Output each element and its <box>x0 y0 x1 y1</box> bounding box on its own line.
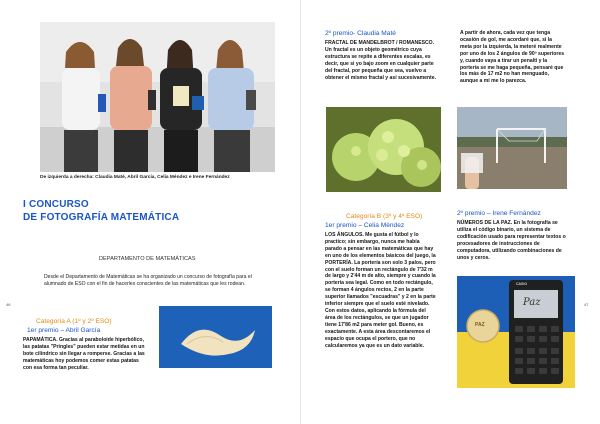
category-b-heading: Categoría B (3º y 4º ESO) <box>346 213 423 220</box>
prize-1-celia-heading: 1er premio – Celia Méndez <box>325 222 405 229</box>
celia-text: LOS ÁNGULOS. Me gusta el fútbol y lo practico; sin embargo, nunca me había parado a pensar en las matemáticas que hay en uno de los elementos básicos del juego, la PORTERÍA. La portería son solo 3 palos, pero con el suelo forman un rectángulo de 7'32 m de largo y 2'44 m de alto, siempre y cuando la portería sea legal. Como en todo rectángulo, se forman 4 ángulos rectos, 2 en la parte superior llamados "escuadras" y 2 en la parte inferior siempre que el suelo esté nivelado. Con estos datos, aplicando la fórmula del área de los rectángulos, se que un jugador tiene 17'86 m2 para meter gol. Bueno, es exactamente. A esta área descontaremos el espacio que ocupa el portero, que no calcularemos ya que es un dato variable. <box>325 232 436 349</box>
prize-2-irene-heading: 2º premio – Irene Fernández <box>457 210 541 217</box>
category-a-heading: Categoría A (1º y 2º ESO) <box>36 318 112 325</box>
pringles-chip-image <box>159 306 272 368</box>
group-photo-image <box>40 22 275 172</box>
coin-text: PAZ <box>475 322 485 328</box>
article-title-line2: DE FOTOGRAFÍA MATEMÁTICA <box>23 212 180 223</box>
article-title-line1: I CONCURSO <box>23 199 89 210</box>
calculator-brand: CASIO <box>516 282 528 286</box>
goal-reflection-text: A partir de ahora, cada vez que tenga ocasión de gol, me acordaré que, si la meta por la izquierda, la meteré realmente por uno de los 2 ángulos de 90º superiores y, cuando vaya a tirar un penalti y la portería se me haga pequeña, pensaré que los más de 17 m2 no han menguado, aunque a mí me lo parezca. <box>460 30 565 85</box>
prize-a-heading: 1er premio – Abril García <box>27 327 101 334</box>
calculator-photo <box>457 276 575 388</box>
calculator-image <box>457 276 575 388</box>
claudia-text: FRACTAL DE MANDELBROT / ROMANESCO. Un fractal es un objeto geométrico cuya estructura se repite a diferentes escalas, es decir, que si yo bajo zoom en cualquier parte del fractal, por pequeña que sea, vuelvo a obtener el mismo fractal y así sucesivamente. <box>325 40 436 81</box>
calculator-display-text: Paz <box>523 297 541 308</box>
intro-paragraph: Desde el Departamento de Matemáticas se ha organizado un concurso de fotografía para el alumnado de ESO con el fin de hacerles conscientes de las matemáticas que les rodean. <box>44 274 252 287</box>
romanesco-photo <box>326 107 441 192</box>
right-page-number: 47 <box>584 302 589 307</box>
goal-photo <box>457 107 567 189</box>
goal-image <box>457 107 567 189</box>
romanesco-image <box>326 107 441 192</box>
photo-caption: De izquierda a derecha: Claudia Maté, Abril García, Celia Méndez e Irene Fernández <box>40 175 230 180</box>
department-label: DEPARTAMENTO DE MATEMÁTICAS <box>99 256 196 262</box>
prize-2-claudia-heading: 2º premio- Claudia Maté <box>325 30 396 37</box>
irene-text: NÚMEROS DE LA PAZ. En la fotografía se utiliza el código binario, un sistema de codificación usado para representar textos o procesadores de instrucciones de computadora, utilizando combinaciones de unos y ceros. <box>457 220 566 261</box>
group-photo <box>40 22 275 172</box>
left-page-number: 46 <box>6 302 11 307</box>
prize-a-text: PAPAMÁTICA. Gracias al paraboloide hiperbólico, las patatas "Pringles" pueden estar metidas en un bote cilíndrico sin llegar a romperse. Gracias a las matemáticas hoy podemos comer estas patatas con esa forma tan peculiar. <box>23 337 145 371</box>
page-gutter <box>300 0 301 424</box>
pringles-photo <box>159 306 272 368</box>
